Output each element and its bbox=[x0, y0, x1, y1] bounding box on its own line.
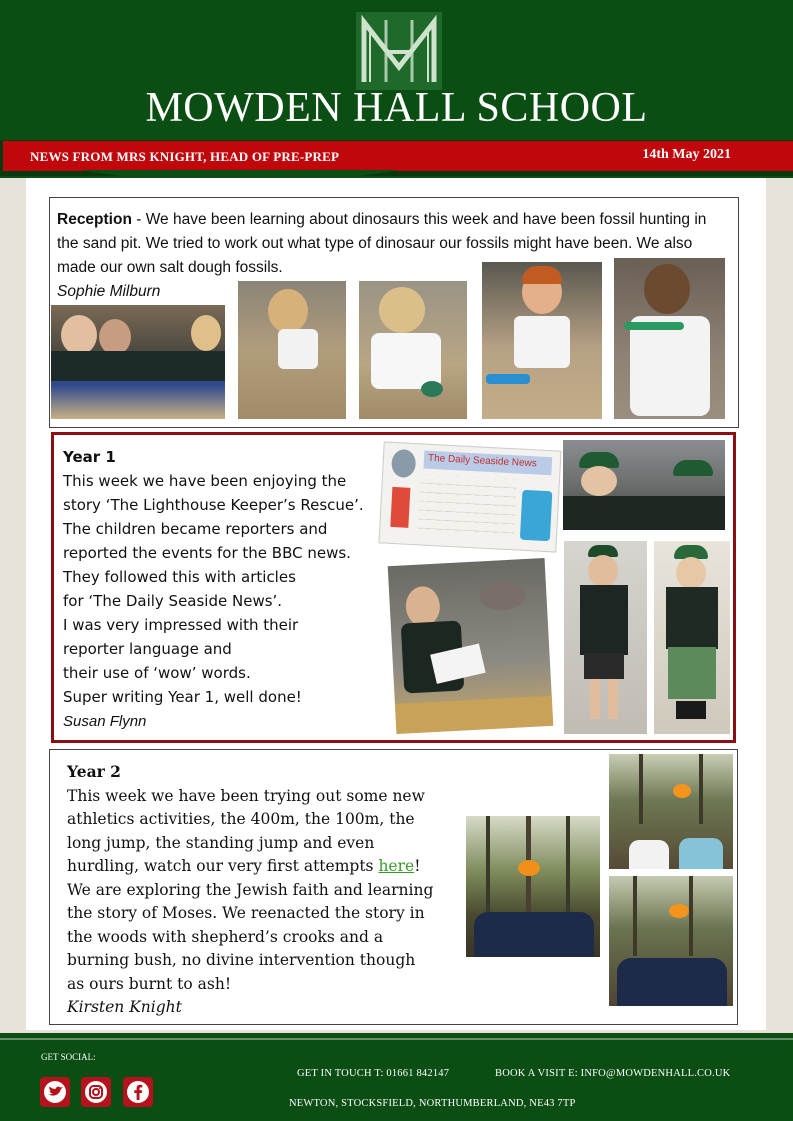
reception-title: Reception bbox=[57, 211, 132, 228]
year2-text bbox=[67, 760, 437, 1020]
year1-title: Year 1 bbox=[63, 448, 116, 466]
photo-girl-fossil bbox=[359, 281, 467, 419]
footer-email[interactable]: BOOK A VISIT E: INFO@MOWDENHALL.CO.UK bbox=[495, 1068, 731, 1079]
instagram-icon[interactable] bbox=[81, 1077, 111, 1107]
year1-line: their use of ‘wow’ words. bbox=[63, 664, 251, 682]
twitter-icon[interactable] bbox=[40, 1077, 70, 1107]
photo-boy-shovel bbox=[482, 262, 602, 419]
photo-boy-reporter bbox=[564, 541, 647, 734]
ribbon-title: NEWS FROM MRS KNIGHT, HEAD OF PRE-PREP bbox=[30, 149, 340, 164]
year1-line: The children became reporters and bbox=[63, 520, 328, 538]
year2-signature: Kirsten Knight bbox=[67, 998, 182, 1016]
photo-boy-tool bbox=[614, 258, 725, 419]
photo-woods-fire bbox=[609, 876, 733, 1006]
photo-woods-children bbox=[609, 754, 733, 869]
footer-phone: GET IN TOUCH T: 01661 842147 bbox=[297, 1068, 450, 1079]
year1-line: They followed this with articles bbox=[63, 568, 296, 586]
year1-line: reported the events for the BBC news. bbox=[63, 544, 351, 562]
photo-woods-burning-bush bbox=[466, 816, 600, 957]
year1-line: This week we have been enjoying the bbox=[63, 472, 347, 490]
year2-body-after: ! We are exploring the Jewish faith and learning the story of Moses. We reenacted the story in the woods with shepherd’s crooks and a burning bush, no divine intervention though as ours burnt to ash! bbox=[67, 857, 434, 993]
school-logo bbox=[356, 12, 442, 90]
photo-sand-tray bbox=[51, 305, 225, 419]
footer-divider bbox=[0, 1038, 793, 1040]
news-ribbon bbox=[3, 141, 793, 171]
year2-title: Year 2 bbox=[67, 762, 121, 781]
photo-worksheet bbox=[378, 441, 561, 552]
newsletter-date: 14th May 2021 bbox=[642, 147, 731, 162]
photo-boy-writing bbox=[388, 558, 554, 734]
athletics-video-link[interactable]: here bbox=[378, 857, 415, 875]
year2-body-before: This week we have been trying out some new athletics activities, the 400m, the 100m, the long jump, the standing jump and even hurdling, watch our very first attempts bbox=[67, 786, 425, 875]
year1-line: for ‘The Daily Seaside News’. bbox=[63, 592, 283, 610]
facebook-icon[interactable] bbox=[123, 1077, 153, 1107]
footer-address: NEWTON, STOCKSFIELD, NORTHUMBERLAND, NE43 7TP bbox=[289, 1098, 576, 1109]
year1-signature: Susan Flynn bbox=[63, 713, 147, 730]
year1-line: Super writing Year 1, well done! bbox=[63, 688, 302, 706]
photo-girl-reporter bbox=[654, 541, 730, 734]
reception-body: - We have been learning about dinosaurs this week and have been fossil hunting in the sand pit. We tried to work out what type of dinosaur our fossils might have been. We also made our own salt dough fossils. bbox=[57, 211, 707, 276]
reception-signature: Sophie Milburn bbox=[57, 283, 161, 300]
social-label: GET SOCIAL: bbox=[41, 1052, 96, 1062]
year1-line: I was very impressed with their bbox=[63, 616, 299, 634]
school-name: MOWDEN HALL SCHOOL bbox=[145, 85, 648, 131]
year1-line: story ‘The Lighthouse Keeper’s Rescue’. bbox=[63, 496, 364, 514]
year1-line: reporter language and bbox=[63, 640, 232, 658]
year1-text bbox=[63, 445, 383, 734]
photo-reporters-caps bbox=[563, 440, 725, 530]
photo-girl-digging bbox=[238, 281, 346, 419]
worksheet-title: The Daily Seaside News bbox=[427, 452, 538, 470]
